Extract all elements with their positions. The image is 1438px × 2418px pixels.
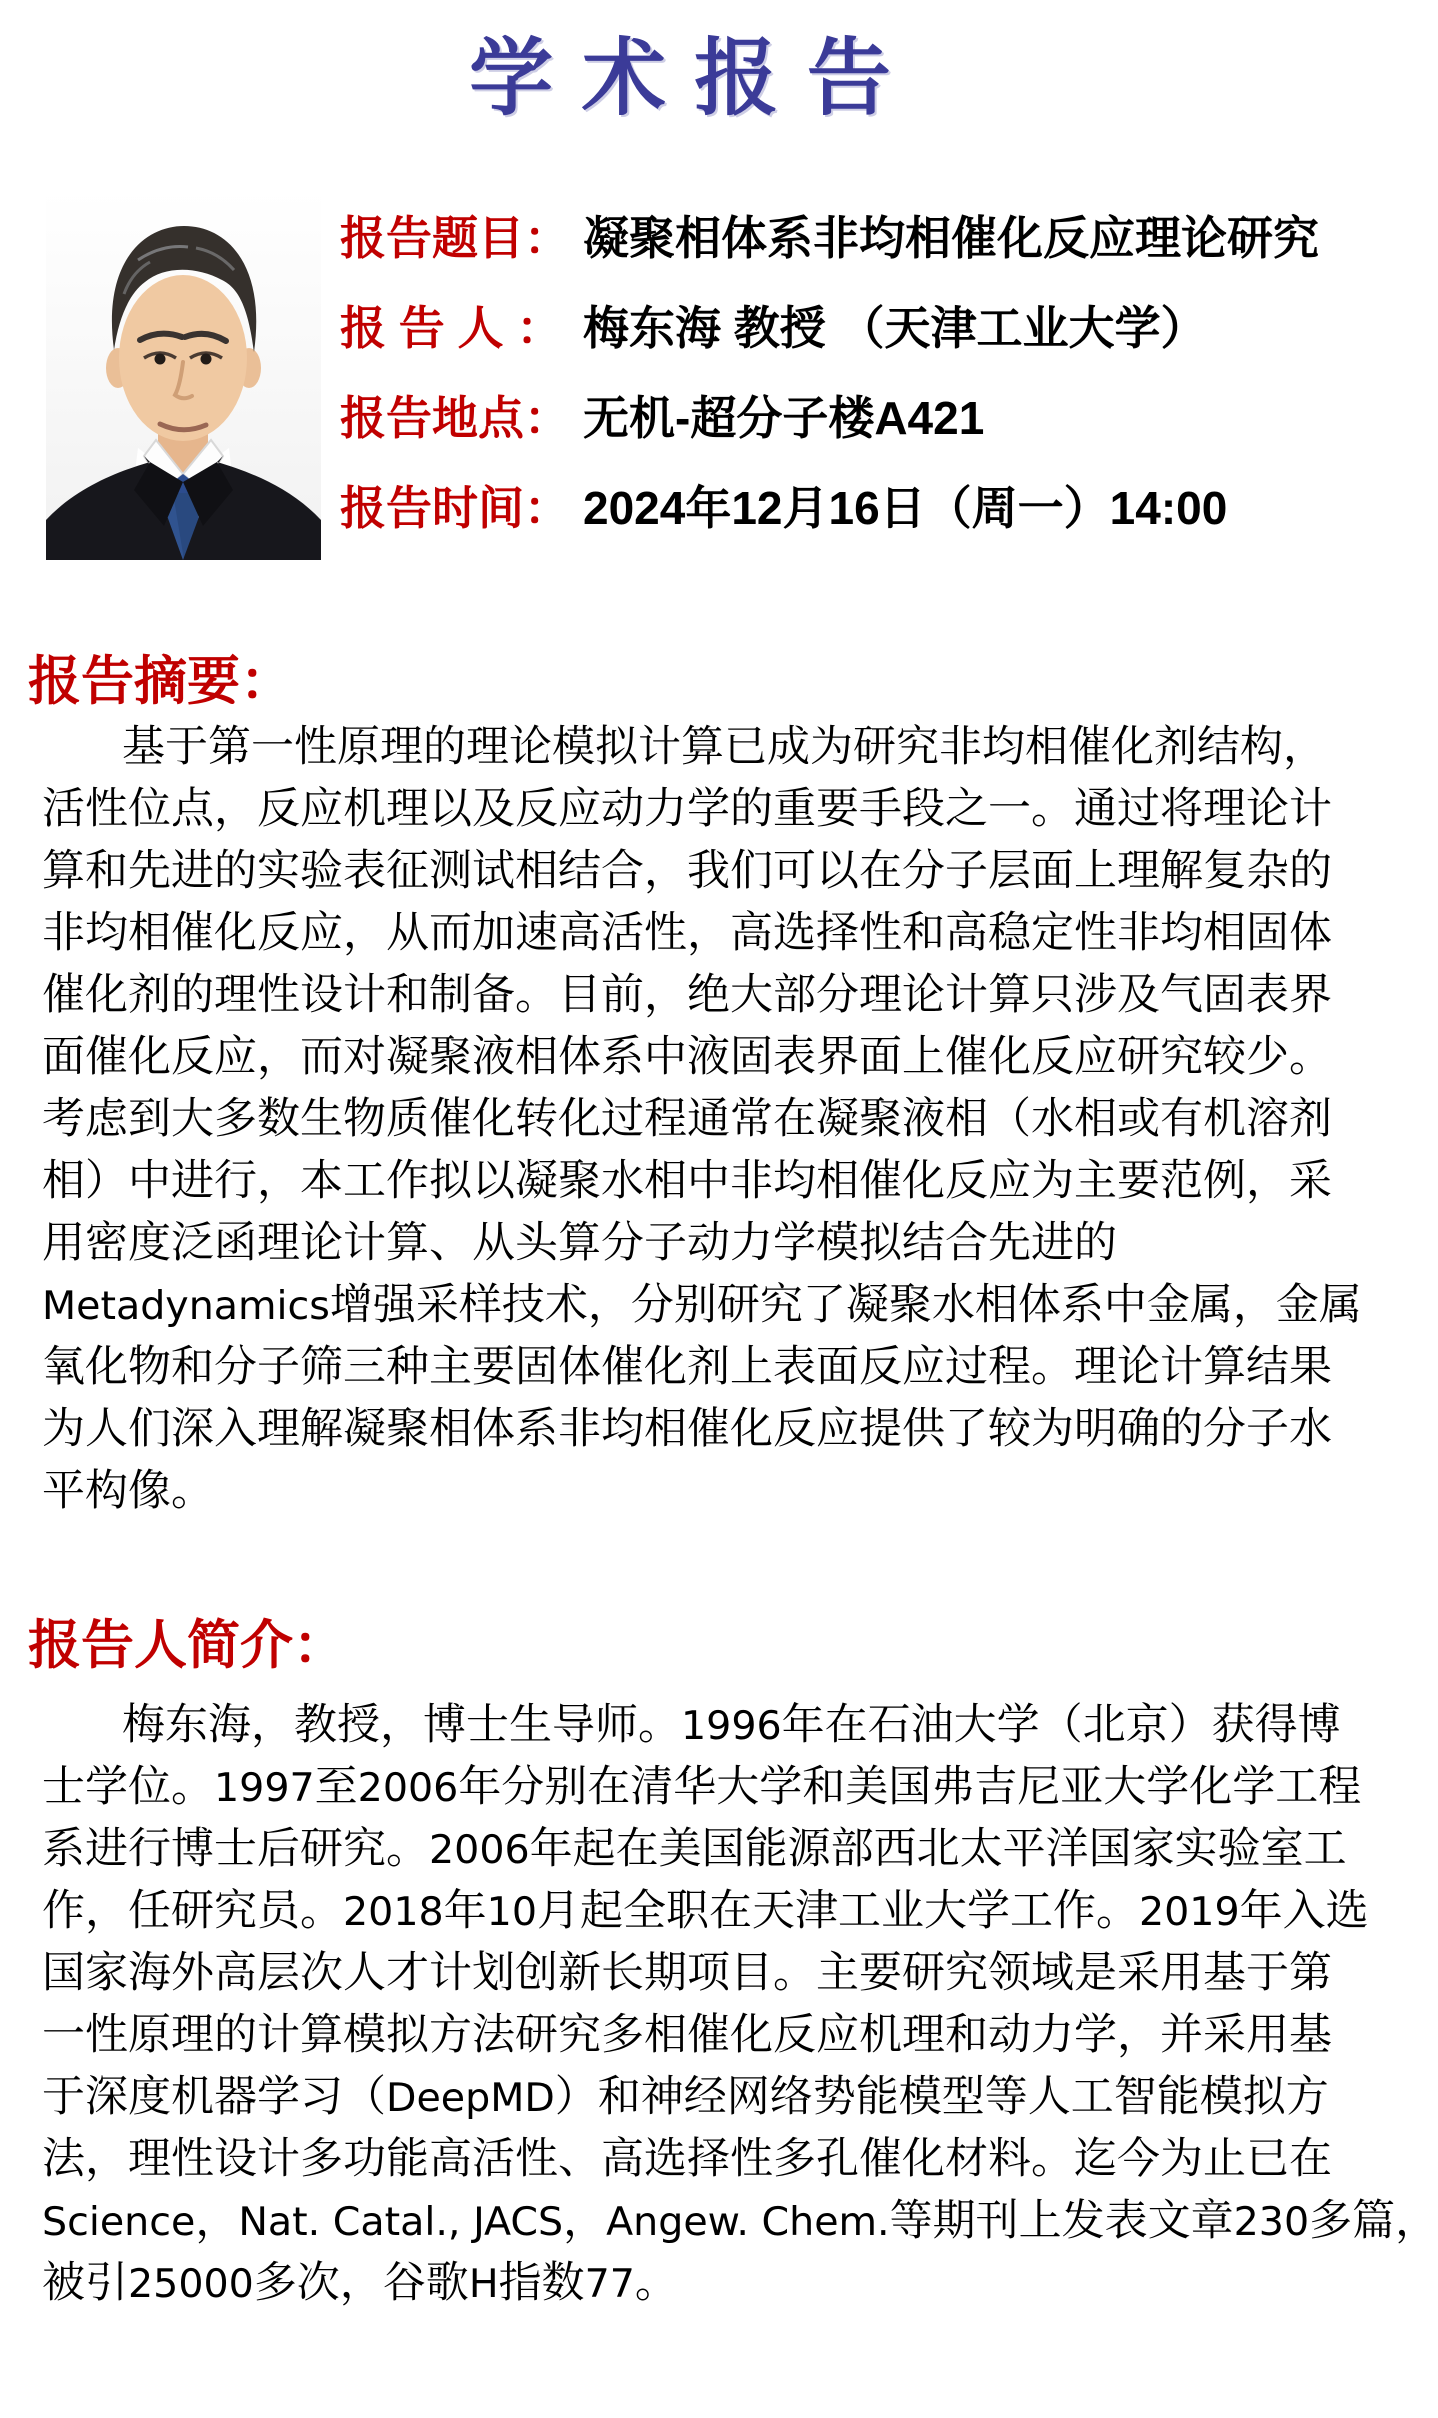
latin-text: 77	[584, 2261, 635, 2307]
latin-text: 25000	[128, 2261, 254, 2307]
bio-heading: 报告人简介：	[28, 1616, 346, 1675]
text-line: 一性原理的计算模拟方法研究多相催化反应机理和动力学，并采用基	[42, 2010, 1332, 2060]
text-line: 国家海外高层次人才计划创新长期项目。主要研究领域是采用基于第	[42, 1948, 1332, 1998]
text-line: 平构像。	[42, 1466, 214, 1516]
text-line: 氧化物和分子筛三种主要固体催化剂上表面反应过程。理论计算结果	[42, 1342, 1332, 1392]
text-line: 活性位点，反应机理以及反应动力学的重要手段之一。通过将理论计	[42, 784, 1332, 834]
latin-text: Nat. Catal., JACS	[238, 2199, 564, 2245]
text-line: 用密度泛函理论计算、从头算分子动力学模拟结合先进的	[42, 1218, 1117, 1268]
latin-text: 2019	[1138, 1889, 1240, 1935]
text-line: 非均相催化反应，从而加速高活性，高选择性和高稳定性非均相固体	[42, 908, 1332, 958]
text-line: Metadynamics增强采样技术，分别研究了凝聚水相体系中金属，金属	[42, 1280, 1362, 1330]
text-line: 被引25000多次，谷歌H指数77。	[42, 2258, 678, 2308]
talk-info-list	[340, 212, 1319, 534]
text-line: 为人们深入理解凝聚相体系非均相催化反应提供了较为明确的分子水	[42, 1404, 1332, 1454]
latin-text: 10	[486, 1889, 537, 1935]
latin-text: Science	[42, 2199, 196, 2245]
info-value-location: 无机-超分子楼A421	[583, 392, 985, 444]
info-label-time: 报告时间：	[340, 482, 570, 534]
latin-text: Angew. Chem.	[606, 2199, 890, 2245]
info-label-speaker: 报 告 人 ：	[340, 302, 563, 354]
info-value-speaker: 梅东海 教授 （天津工业大学）	[583, 302, 1207, 354]
text-line: 法，理性设计多功能高活性、高选择性多孔催化材料。迄今为止已在	[42, 2134, 1332, 2184]
page-title: 学术报告	[469, 29, 920, 127]
abstract-heading: 报告摘要：	[28, 652, 293, 711]
text-line: 作，任研究员。2018年10月起全职在天津工业大学工作。2019年入选	[42, 1886, 1369, 1936]
latin-text: 1996	[681, 1703, 782, 1749]
latin-text: 1997	[214, 1765, 315, 1811]
text-line: 面催化反应，而对凝聚液相体系中液固表界面上催化反应研究较少。	[42, 1032, 1332, 1082]
text-line: 算和先进的实验表征测试相结合，我们可以在分子层面上理解复杂的	[42, 846, 1332, 896]
info-row-location	[340, 392, 1319, 444]
info-value-topic: 凝聚相体系非均相催化反应理论研究	[583, 212, 1319, 264]
latin-text: 2006	[357, 1765, 459, 1811]
speaker-photo	[46, 190, 321, 560]
latin-text: Metadynamics	[42, 1283, 330, 1329]
text-line: 梅东海，教授，博士生导师。1996年在石油大学（北京）获得博	[122, 1700, 1341, 1750]
latin-text: 2006	[429, 1827, 530, 1873]
latin-text: 230	[1233, 2199, 1310, 2245]
info-label-location: 报告地点：	[340, 392, 570, 444]
text-line: 考虑到大多数生物质催化转化过程通常在凝聚液相（水相或有机溶剂	[42, 1094, 1332, 1144]
latin-text: DeepMD	[386, 2075, 555, 2121]
abstract-text	[42, 716, 1362, 1522]
text-line: 基于第一性原理的理论模拟计算已成为研究非均相催化剂结构，	[122, 722, 1326, 772]
speaker-portrait-illustration	[46, 190, 321, 560]
text-line: 相）中进行，本工作拟以凝聚水相中非均相催化反应为主要范例，采	[42, 1156, 1332, 1206]
info-row-time	[340, 482, 1319, 534]
info-row-topic	[340, 212, 1319, 264]
latin-text: 2018	[343, 1889, 444, 1935]
info-label-topic: 报告题目：	[340, 212, 570, 264]
info-value-time: 2024年12月16日（周一）14:00	[583, 482, 1228, 534]
text-line: 于深度机器学习（DeepMD）和神经网络势能模型等人工智能模拟方	[42, 2072, 1329, 2122]
bio-text	[42, 1694, 1438, 2314]
text-line: 系进行博士后研究。2006年起在美国能源部西北太平洋国家实验室工	[42, 1824, 1347, 1874]
text-line: Science，Nat. Catal., JACS，Angew. Chem.等期刊上发表文章230多篇，	[42, 2196, 1438, 2246]
text-line: 士学位。1997至2006年分别在清华大学和美国弗吉尼亚大学化学工程	[42, 1762, 1362, 1812]
latin-text: H	[468, 2261, 499, 2307]
text-line: 催化剂的理性设计和制备。目前，绝大部分理论计算只涉及气固表界	[42, 970, 1332, 1020]
info-row-speaker	[340, 302, 1319, 354]
